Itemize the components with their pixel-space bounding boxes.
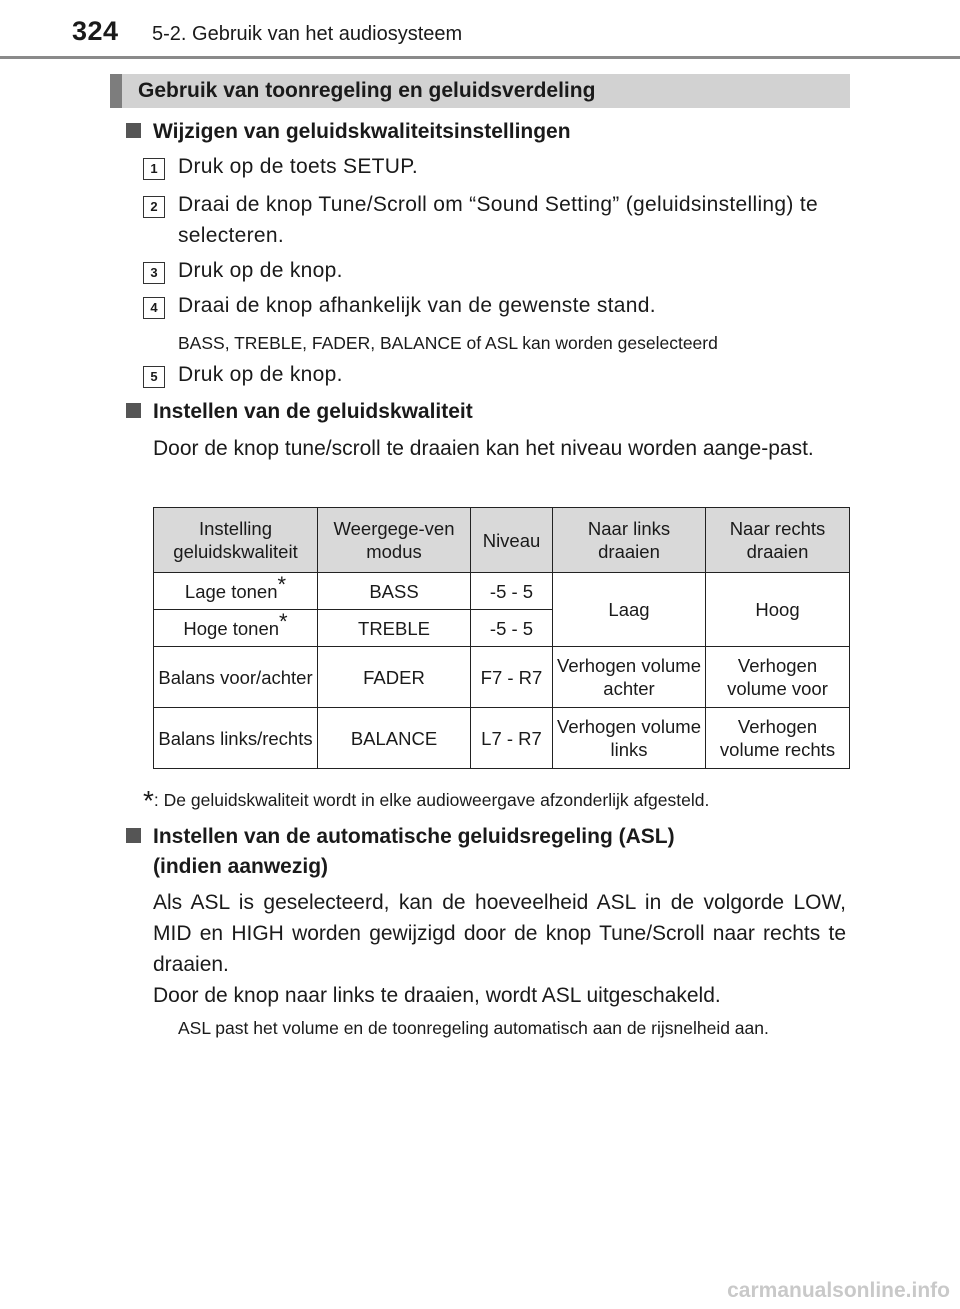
table-cell: TREBLE — [318, 610, 471, 647]
table-cell: -5 - 5 — [471, 610, 553, 647]
table-cell: Balans voor/achter — [154, 647, 318, 708]
step-1-text: Druk op de toets SETUP. — [178, 155, 418, 178]
page-number: 324 — [72, 16, 119, 46]
asl-heading: Instellen van de automatische geluidsregeling (ASL) — [126, 825, 675, 849]
table-cell: Balans links/rechts — [154, 708, 318, 769]
watermark: carmanualsonline.info — [727, 1279, 950, 1302]
square-bullet-icon — [126, 403, 141, 418]
table-cell: Hoge tonen* — [154, 610, 318, 647]
section-title-bar — [110, 74, 850, 108]
column-header: Naar links draaien — [553, 508, 706, 573]
asl-paragraph: Als ASL is geselecteerd, kan de hoeveelheid ASL in de volgorde LOW, MID en HIGH worden gewijzigd door de knop Tune/Scroll naar rechts te draaien. — [153, 891, 846, 976]
table-cell: Laag — [553, 573, 706, 647]
table-row — [154, 573, 850, 610]
table-cell: -5 - 5 — [471, 573, 553, 610]
column-header: Naar rechts draaien — [706, 508, 850, 573]
table-header-row — [154, 508, 850, 573]
table-cell: Lage tonen* — [154, 573, 318, 610]
table-cell: Verhogen volume rechts — [706, 708, 850, 769]
header-divider — [0, 56, 960, 59]
sound-settings-heading: Wijzigen van geluidskwaliteitsinstellingen — [126, 120, 571, 144]
column-header: Instelling geluidskwaliteit — [154, 508, 318, 573]
asl-note: ASL past het volume en de toonregeling automatisch aan de rijsnelheid aan. — [178, 1018, 769, 1038]
quality-paragraph: Door de knop tune/scroll te draaien kan het niveau worden aange-past. — [153, 437, 814, 460]
sound-quality-table — [153, 507, 850, 769]
table-cell: Verhogen volume achter — [553, 647, 706, 708]
asl-paragraph-2: Door de knop naar links te draaien, wordt ASL uitgeschakeld. — [153, 984, 721, 1007]
section-title: Gebruik van toonregeling en geluidsverdeling — [138, 79, 596, 102]
step-number-1: 1 — [143, 158, 165, 180]
step-2-text: Draai de knop Tune/Scroll om “Sound Setting” (geluidsinstelling) te selecteren. — [178, 193, 818, 247]
column-header: Weergege-ven modus — [318, 508, 471, 573]
running-header: 5-2. Gebruik van het audiosysteem — [152, 23, 463, 45]
step-5-text: Druk op de knop. — [178, 363, 343, 386]
step-3-text: Druk op de knop. — [178, 259, 343, 282]
step-number-2: 2 — [143, 196, 165, 218]
table-cell: BALANCE — [318, 708, 471, 769]
footnote-marker: * — [279, 608, 288, 634]
square-bullet-icon — [126, 123, 141, 138]
column-header: Niveau — [471, 508, 553, 573]
table-cell: BASS — [318, 573, 471, 610]
quality-heading: Instellen van de geluidskwaliteit — [126, 400, 473, 424]
asl-heading-line2: (indien aanwezig) — [153, 855, 329, 878]
step-number-5: 5 — [143, 366, 165, 388]
table-cell: Verhogen volume links — [553, 708, 706, 769]
square-bullet-icon — [126, 828, 141, 843]
step-4-text: Draai de knop afhankelijk van de gewenste stand. — [178, 294, 656, 317]
table-footnote: *: De geluidskwaliteit wordt in elke audioweergave afzonderlijk afgesteld. — [143, 785, 710, 816]
table-cell: FADER — [318, 647, 471, 708]
table-cell: F7 - R7 — [471, 647, 553, 708]
footnote-marker: * — [277, 571, 287, 597]
table-cell: Verhogen volume voor — [706, 647, 850, 708]
step-number-4: 4 — [143, 297, 165, 319]
table-cell: L7 - R7 — [471, 708, 553, 769]
step-4-note: BASS, TREBLE, FADER, BALANCE of ASL kan worden geselecteerd — [178, 333, 718, 353]
table-cell: Hoog — [706, 573, 850, 647]
table-row — [154, 708, 850, 769]
step-number-3: 3 — [143, 262, 165, 284]
table-row — [154, 647, 850, 708]
